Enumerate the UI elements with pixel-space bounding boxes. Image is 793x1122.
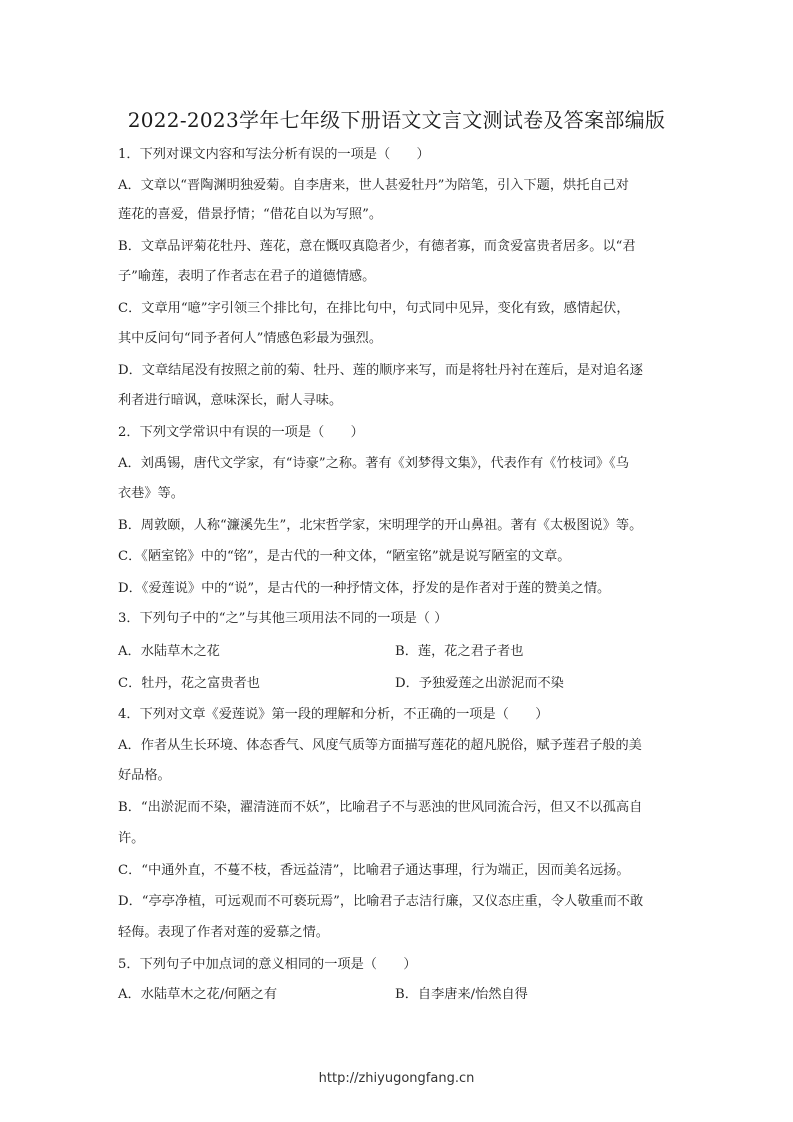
document-title: 2022-2023学年七年级下册语文文言文测试卷及答案部编版 (127, 108, 666, 132)
question-1-option-c: C．文章用“噫”字引领三个排比句，在排比句中，句式同中见异，变化有致，感情起伏， (118, 301, 630, 316)
question-4-option-d: D．“亭亭净植，可远观而不可亵玩焉”，比喻君子志洁行廉，又仪态庄重，令人敬重而不敢 (118, 894, 644, 909)
question-3-stem: 3．下列句子中的“之”与其他三项用法不同的一项是（ ） (118, 611, 448, 626)
footer-url: http://zhiyugongfang.cn (318, 1071, 475, 1086)
question-1-option-a-cont: 莲花的喜爱，借景抒情；“借花自以为写照”。 (118, 207, 383, 222)
question-5-option-a: A．水陆草木之花/何陋之有 (118, 987, 278, 1002)
question-2-option-a-cont: 衣巷》等。 (118, 486, 184, 501)
question-1-stem: 1．下列对课文内容和写法分析有误的一项是（ ） (118, 147, 430, 162)
question-4-option-a-cont: 好品格。 (118, 768, 171, 783)
question-2-option-a: A．刘禹锡，唐代文学家，有“诗豪”之称。著有《刘梦得文集》，代表作有《竹枝词》《乌 (118, 456, 629, 471)
question-1-option-c-cont: 其中反问句“同予者何人”情感色彩最为强烈。 (118, 331, 383, 346)
question-1-option-d-cont: 利者进行暗讽，意味深长，耐人寻味。 (118, 393, 343, 408)
question-1-option-b: B．文章品评菊花牡丹、莲花，意在慨叹真隐者少，有德者寡，而贪爱富贵者居多。以“君 (118, 239, 636, 254)
question-2-option-b: B．周敦颐，人称“濂溪先生”，北宋哲学家，宋明理学的开山鼻祖。著有《太极图说》等。 (118, 518, 643, 533)
question-3-option-b: B．莲，花之君子者也 (395, 644, 524, 659)
question-4-option-b: B．“出淤泥而不染，濯清涟而不妖”，比喻君子不与恶浊的世风同流合污，但又不以孤高自 (118, 800, 643, 815)
question-4-option-a: A．作者从生长环境、体态香气、风度气质等方面描写莲花的超凡脱俗，赋予莲君子般的美 (118, 738, 642, 753)
question-4-option-d-cont: 轻侮。表现了作者对莲的爱慕之情。 (118, 925, 329, 940)
question-5-option-b: B．自李唐来/怡然自得 (395, 987, 528, 1002)
question-4-option-c: C．“中通外直，不蔓不枝，香远益清”，比喻君子通达事理，行为端正，因而美名远扬。 (118, 863, 630, 878)
question-2-option-c: C．《陋室铭》中的“铭”，是古代的一种文体，“陋室铭”就是说写陋室的文章。 (118, 549, 571, 564)
question-4-stem: 4．下列对文章《爱莲说》第一段的理解和分析，不正确的一项是（ ） (118, 707, 549, 722)
question-2-stem: 2．下列文学常识中有误的一项是（ ） (118, 425, 364, 440)
question-3-option-a: A．水陆草木之花 (118, 644, 220, 659)
question-3-option-d: D．予独爱莲之出淤泥而不染 (395, 676, 564, 691)
question-1-option-a: A．文章以“晋陶渊明独爱菊。自李唐来，世人甚爱牡丹”为陪笔，引入下题，烘托自己对 (118, 178, 629, 193)
question-2-option-d: D．《爱莲说》中的“说”，是古代的一种抒情文体，抒发的是作者对于莲的赞美之情。 (118, 581, 611, 596)
question-1-option-d: D．文章结尾没有按照之前的菊、牡丹、莲的顺序来写，而是将牡丹衬在莲后，是对追名逐 (118, 363, 643, 378)
question-3-option-c: C．牡丹，花之富贵者也 (118, 676, 260, 691)
question-5-stem: 5．下列句子中加点词的意义相同的一项是（ ） (118, 957, 417, 972)
question-1-option-b-cont: 子”喻莲，表明了作者志在君子的道德情感。 (118, 269, 376, 284)
question-4-option-b-cont: 许。 (118, 831, 145, 846)
